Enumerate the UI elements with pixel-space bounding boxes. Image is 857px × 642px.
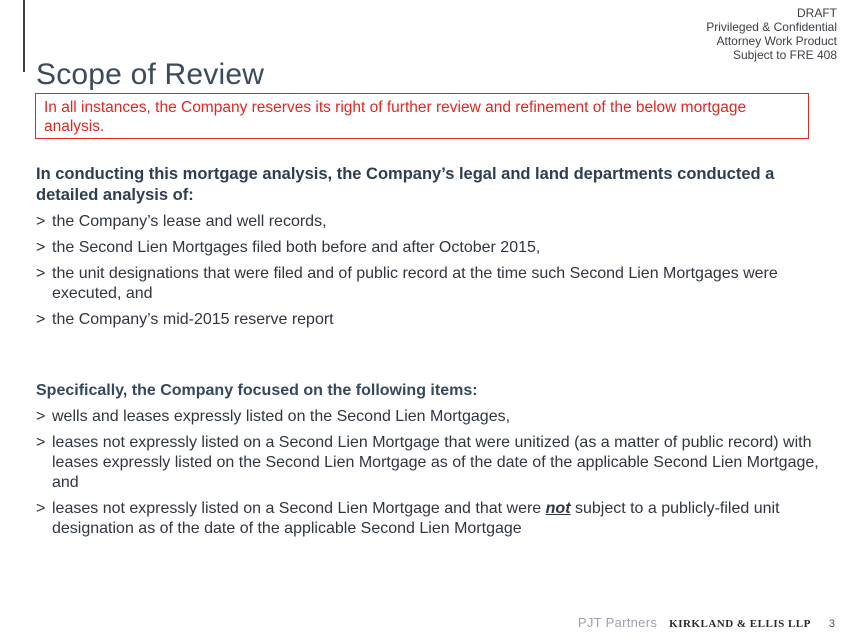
list-item <box>36 310 826 330</box>
list-item-text-after: subject to a publicly-filed unit designation as of the date of the applicable Second Lien Mortgage <box>52 500 780 537</box>
list-item <box>36 499 826 539</box>
list-item-text: the unit designations that were filed and of public record at the time such Second Lien Mortgages were executed, and <box>52 265 778 302</box>
list-item-text: leases not expressly listed on a Second Lien Mortgage that were unitized (as a matter of public record) with leases expressly listed on the Second Lien Mortgage as of the date of the applicable Second Lien Mortgage, and <box>52 434 819 491</box>
analysis-scope-section <box>36 164 826 336</box>
page-number: 3 <box>828 618 835 630</box>
note-line-privileged: Privileged & Confidential <box>706 20 837 34</box>
section-heading: In conducting this mortgage analysis, the Company’s legal and land departments conducted a detailed analysis of: <box>36 165 775 204</box>
list-item-text: the Second Lien Mortgages filed both before and after October 2015, <box>52 239 541 256</box>
section-heading: Specifically, the Company focused on the following items: <box>36 382 478 399</box>
focus-list <box>36 407 826 539</box>
list-item-text: the Company’s mid-2015 reserve report <box>52 311 334 328</box>
bullet-chevron-icon: > <box>36 213 46 230</box>
note-line-draft: DRAFT <box>797 6 837 20</box>
analysis-list <box>36 212 826 330</box>
focus-items-section <box>36 380 826 545</box>
bullet-chevron-icon: > <box>36 311 46 328</box>
note-line-fre: Subject to FRE 408 <box>732 48 837 62</box>
list-item <box>36 407 826 427</box>
list-item-text: wells and leases expressly listed on the Second Lien Mortgages, <box>52 408 511 425</box>
list-item <box>36 238 826 258</box>
left-accent-rule <box>23 0 25 72</box>
callout-text: In all instances, the Company reserves its right of further review and refinement of the below mortgage analysis. <box>44 99 747 135</box>
emphasis-not: not <box>545 500 571 517</box>
page-title: Scope of Review <box>36 58 265 92</box>
confidentiality-note <box>706 6 837 62</box>
list-item <box>36 264 826 304</box>
bullet-chevron-icon: > <box>36 434 46 451</box>
bullet-chevron-icon: > <box>36 265 46 282</box>
note-line-work-product: Attorney Work Product <box>716 34 837 48</box>
pjt-partners-logo: PJT Partners <box>577 615 658 630</box>
list-item-text <box>52 500 780 537</box>
list-item <box>36 212 826 232</box>
list-item <box>36 433 826 493</box>
bullet-chevron-icon: > <box>36 500 46 517</box>
bullet-chevron-icon: > <box>36 408 46 425</box>
reservation-callout <box>35 93 809 139</box>
kirkland-ellis-logo: KIRKLAND & ELLIS LLP <box>669 618 811 630</box>
list-item-text-before: leases not expressly listed on a Second Lien Mortgage and that were <box>52 500 546 517</box>
bullet-chevron-icon: > <box>36 239 46 256</box>
footer <box>578 615 835 630</box>
list-item-text: the Company’s lease and well records, <box>52 213 327 230</box>
